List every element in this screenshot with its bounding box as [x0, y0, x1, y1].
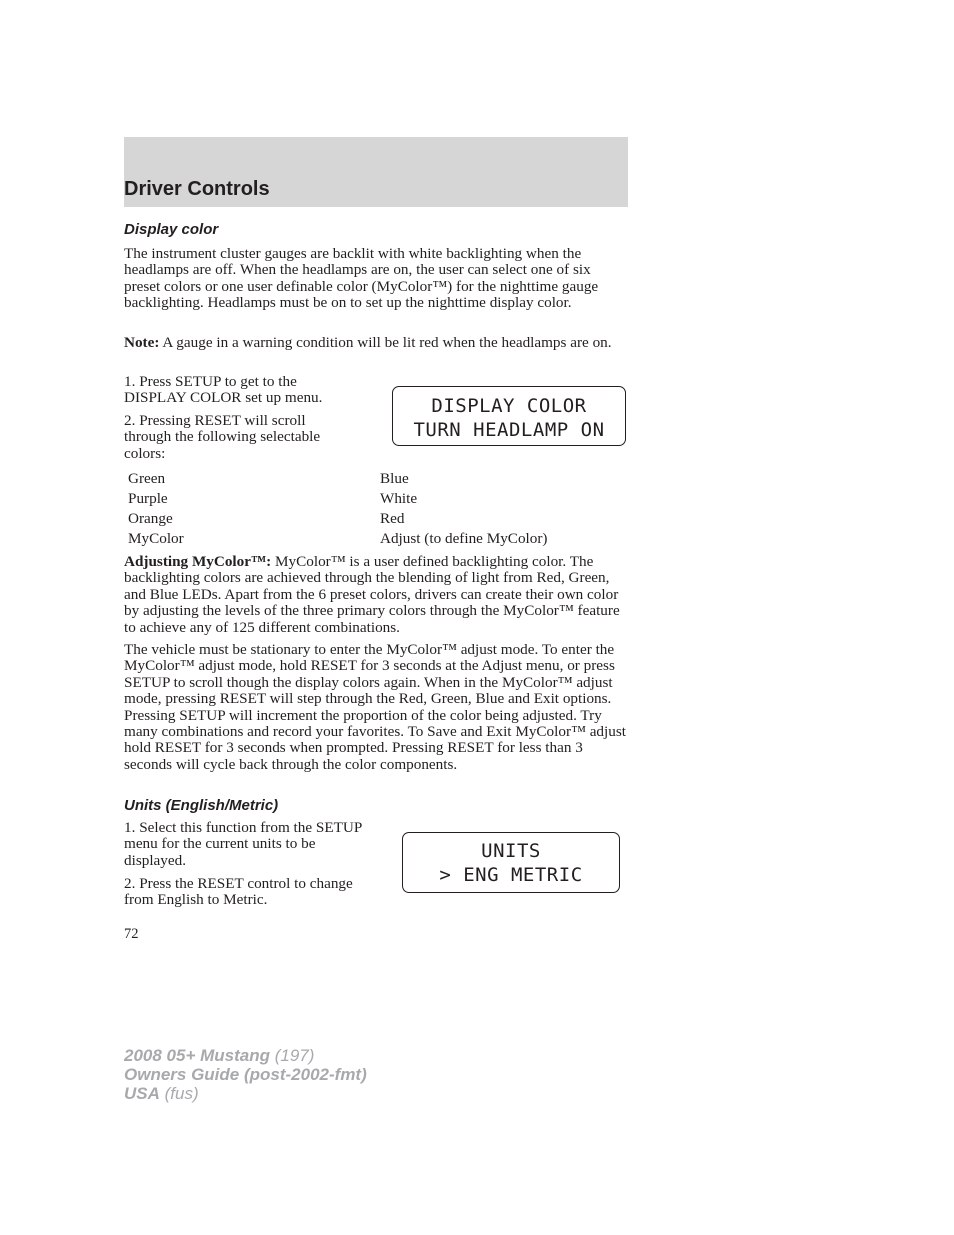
footer-line-1: [124, 1046, 367, 1065]
footer-model: 2008 05+ Mustang: [124, 1046, 270, 1065]
units-heading: Units (English/Metric): [124, 797, 279, 814]
units-step-2: 2. Press the RESET control to change from English to Metric.: [124, 875, 353, 909]
footer-model-code: (197): [270, 1046, 315, 1065]
mycolor-label: Adjusting MyColor™:: [124, 553, 272, 570]
color-option: MyColor: [128, 530, 184, 547]
page-number: 72: [124, 926, 139, 942]
color-row: [128, 469, 608, 489]
display-color-intro: The instrument cluster gauges are backlit with white backlighting when the headlamps are off. When the headlamps are on, the user can select one of six preset colors or one user definable color (MyColor™) for the nighttime gauge backlighting. Headlamps must be on to set up the nighttime display color.: [124, 245, 599, 312]
color-row: [128, 509, 608, 529]
section-header-band: [124, 137, 628, 207]
display-color-step-2: 2. Pressing RESET will scroll through the following selectable colors:: [124, 412, 321, 462]
color-option: Red: [380, 510, 405, 527]
document-footer: [124, 1046, 367, 1103]
color-option: Blue: [380, 470, 409, 487]
section-title: Driver Controls: [124, 178, 270, 200]
note-text: A gauge in a warning condition will be lit red when the headlamps are on.: [159, 334, 612, 351]
color-list: [128, 469, 608, 549]
color-row: [128, 529, 608, 549]
mycolor-paragraph: [124, 554, 628, 636]
color-option: Purple: [128, 490, 168, 507]
display-color-lcd: [392, 386, 626, 446]
lcd-line-1: DISPLAY COLOR: [431, 395, 587, 417]
mycolor-adjust-paragraph: The vehicle must be stationary to enter the MyColor™ adjust mode. To enter the MyColor™ adjust mode, hold RESET for 3 seconds at the Adjust menu, or press SETUP to scroll though the display colors again. When in the MyColor™ adjust mode, pressing RESET will step through the Red, Green, Blue and Exit options. Pressing SETUP will increment the proportion of the color being adjusted. Try many combinations and record your favorites. To Save and Exit MyColor™ adjust hold RESET for 3 seconds when prompted. Pressing RESET for less than 3 seconds will cycle back through the color components.: [124, 641, 626, 773]
lcd-line-1: UNITS: [481, 840, 541, 862]
lcd-line-2: > ENG METRIC: [439, 864, 583, 886]
footer-line-3: [124, 1084, 367, 1103]
units-step-1: 1. Select this function from the SETUP menu for the current units to be displayed.: [124, 819, 362, 869]
color-option: White: [380, 490, 418, 507]
display-color-step-1: 1. Press SETUP to get to the DISPLAY COLOR set up menu.: [124, 373, 323, 407]
footer-market-code: (fus): [159, 1084, 199, 1103]
units-lcd: [402, 832, 620, 893]
color-option: Adjust (to define MyColor): [380, 530, 548, 547]
color-option: Orange: [128, 510, 173, 527]
lcd-line-2: TURN HEADLAMP ON: [413, 419, 605, 441]
display-color-note: [124, 335, 628, 351]
footer-line-2: Owners Guide (post-2002-fmt): [124, 1065, 367, 1084]
color-option: Green: [128, 470, 166, 487]
color-row: [128, 489, 608, 509]
display-color-heading: Display color: [124, 221, 219, 238]
note-label: Note:: [124, 334, 160, 351]
mycolor-text: MyColor™ is a user defined backlighting color. The backlighting colors are achieved through the blending of light from Red, Green, and Blue LEDs. Apart from the 6 preset colors, drivers can create their own color by adjusting the levels of the three primary colors through the MyColor™ feature to achieve any of 125 different combinations.: [124, 553, 620, 636]
footer-market: USA: [124, 1084, 160, 1103]
